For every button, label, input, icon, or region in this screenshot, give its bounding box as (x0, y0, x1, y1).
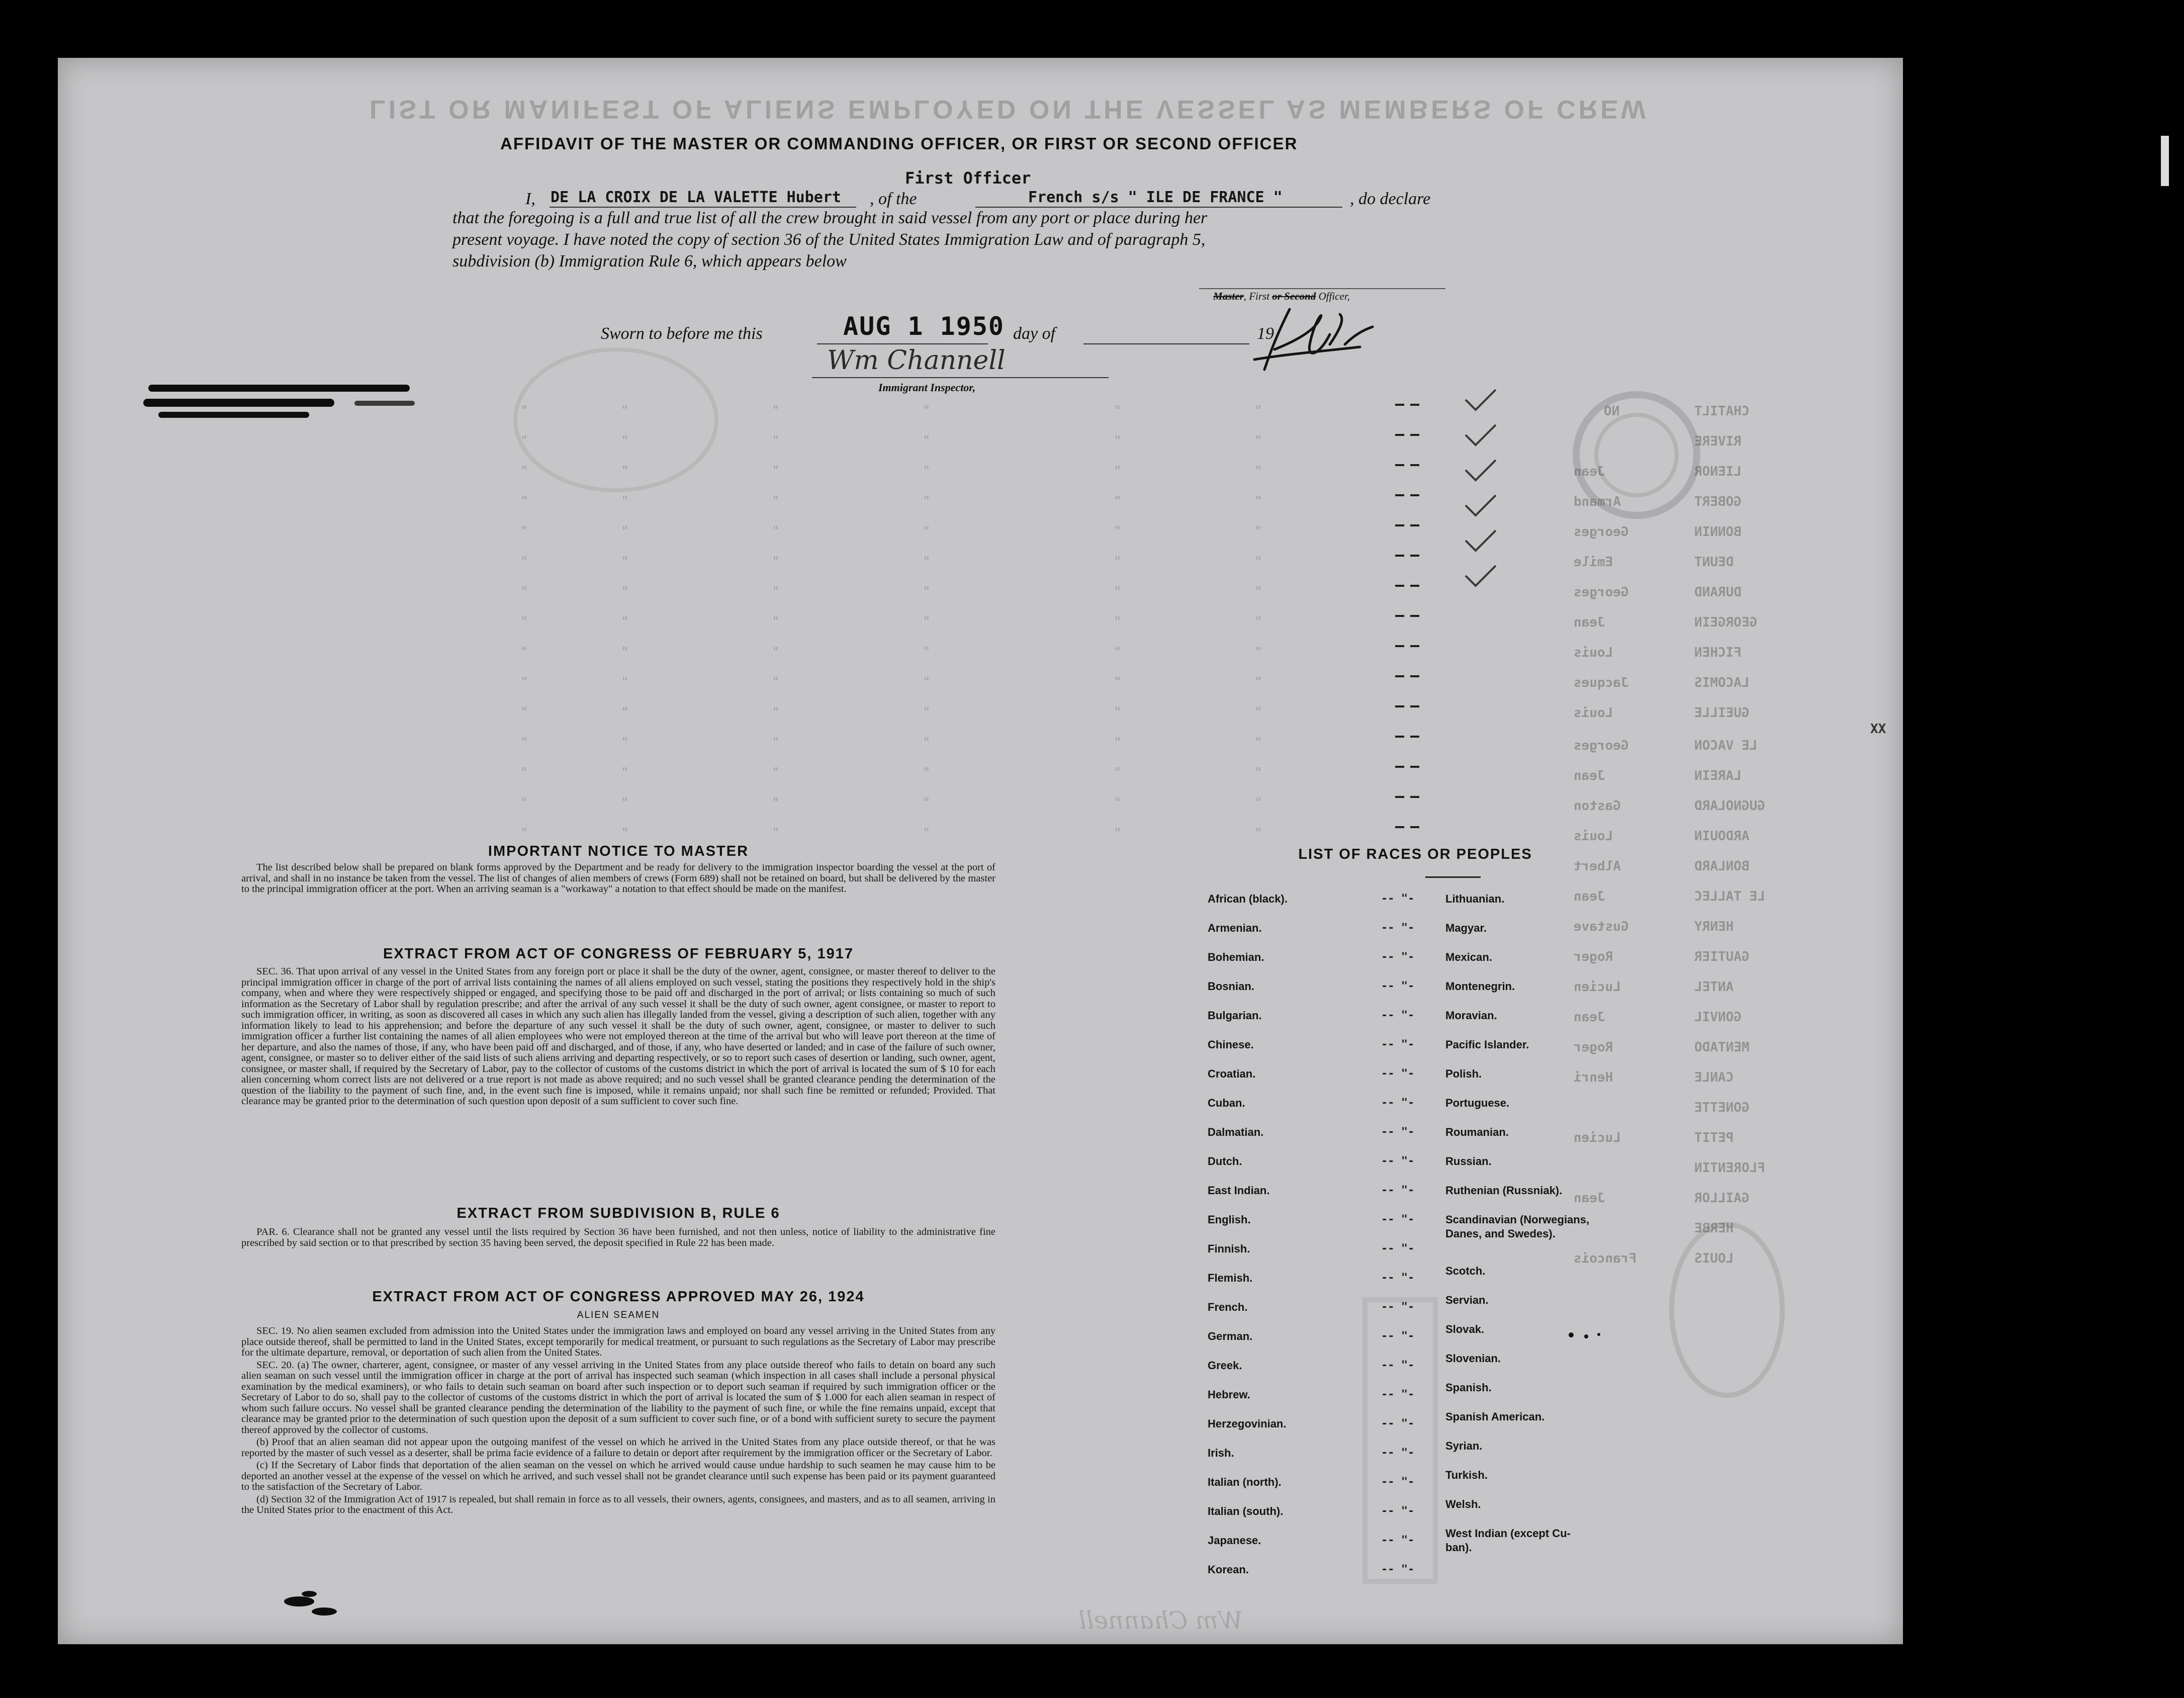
svg-text:": " (1114, 494, 1122, 509)
declare-suffix: , do declare (1350, 190, 1431, 208)
struck-master: Master (1213, 290, 1244, 302)
svg-text:": " (923, 765, 931, 780)
svg-text:": " (772, 584, 780, 599)
svg-text:": " (923, 464, 931, 479)
svg-text:": " (772, 765, 780, 780)
svg-text:": " (621, 645, 629, 660)
svg-text:": " (923, 554, 931, 569)
svg-text:": " (1254, 494, 1262, 509)
extract-rule6-title: EXTRACT FROM SUBDIVISION B, RULE 6 (457, 1205, 780, 1221)
svg-text:": " (923, 826, 931, 841)
name-underline (550, 207, 856, 208)
month-underline (1083, 343, 1249, 344)
race-item: Dalmatian. (1208, 1126, 1264, 1138)
sec-20a: SEC. 20. (a) The owner, charterer, agent, consignee, or master of any vessel arriving in the United States from any place outside thereof who fails to detain on board any such alien seaman on such vessel until the immigration officer in charge at the port of arrival has inspected such seaman (which inspection in all cases shall include a personal physical examination by the medical examiners), or who fails to detain such seaman on board after such inspection or to deport such seaman if required by such immigration officer or the Secretary of Labor to do so, shall pay to the collector of customs of the customs district in which the port of arrival is located the sum of $ 1.000 for each alien seaman in respect of whom such failure occurs. No vessel shall be granted clearance pending the determination of the liability to the payment of such fine, or while the fine remains unpaid, except that clearance may be granted prior to the determination of such question upon the deposit of a sum sufficient to cover such fine, or of a bond with sufficient surety to secure the payment thereof approved by the collector of customs. (241, 1359, 995, 1436)
extract-1917-body: SEC. 36. That upon arrival of any vessel in the United States from any foreign port or place it shall be the duty of the owner, agent, consignee, or master thereof to deliver to the principal immigration officer in charge of the port of arrival lists containing the names of all aliens employed on such vessel, stating the positions they respectively hold in the ship's company, when and where they were respectively shipped or engaged, and specifying those to be paid off and discharged in the port of arrival; or lists containing so much of such information as the Secretary of Labor shall by regulation prescribe; and after the arrival of any such vessel it shall be the duty of such owner, agent consignee, or master to report to such immigration officer, in writing, as soon as discovered all cases in which any such alien has illegally landed from the vessel, giving a description of such alien, together with any information likely to lead to his apprehension; and before the departure of any such vessel it shall be the duty of such owner, agent, consignee, or master to deliver to such immigration officer a further list containing the names of all alien employees who were not employed thereon at the time of the arrival but who will leave port thereon at the time of her departure, and also the names of those, if any, who have been paid off and discharged, and of those, if any, who have deserted or landed; and in case of the failure of such owner, agent, consignee, or master so to deliver either of the said lists of such aliens arriving and departing respectively, or so to report such cases of desertion or landing, such owner, agent, consignee, or master shall, if required by the Secretary of Labor, pay to the collector of customs of the customs district in which the port of arrival is located the sum of $ 10 for each alien concerning whom correct lists are not delivered or a true report is not made as above required; and no such vessel shall be granted clearance pending the determination of the question of the liability to the payment of such fine, and, in the event such fine is imposed, while it remains unpaid; nor shall such fine be remitted or refunded; Provided. That clearance may be granted prior to the determination of such question upon deposit of a sum sufficient to cover such fine. (241, 966, 995, 1107)
race-item: Slovak. (1445, 1323, 1485, 1335)
svg-text:": " (621, 433, 629, 449)
race-item: Hebrew. (1208, 1388, 1250, 1401)
race-item: Portuguese. (1445, 1097, 1510, 1109)
race-item: French. (1208, 1301, 1248, 1313)
svg-text:": " (1254, 765, 1262, 780)
svg-text:": " (1114, 705, 1122, 720)
race-item: East Indian. (1208, 1184, 1270, 1197)
svg-text:": " (923, 645, 931, 660)
svg-text:": " (621, 705, 629, 720)
of-the-text: , of the (870, 190, 917, 208)
svg-text:": " (1254, 826, 1262, 841)
race-item: Danes, and Swedes). (1445, 1227, 1556, 1240)
race-item: English. (1208, 1213, 1251, 1226)
svg-text:": " (772, 675, 780, 690)
svg-text:": " (1114, 524, 1122, 539)
svg-text:": " (1114, 433, 1122, 449)
extract-rule6-body: PAR. 6. Clearance shall not be granted any vessel until the lists required by Section 36 have been furnished, and not then unless, notice of liability to the administrative fine prescribed by said section or to that prescribed by section 35 having been served, the deposit specified in Rule 22 has been made. (241, 1226, 995, 1248)
race-item: Dutch. (1208, 1155, 1242, 1168)
svg-text:": " (923, 614, 931, 630)
vessel-underline (975, 207, 1342, 208)
svg-text:": " (1114, 645, 1122, 660)
svg-text:": " (1254, 735, 1262, 750)
i-prefix: I, (525, 190, 535, 208)
svg-text:": " (1114, 403, 1122, 418)
sworn-prefix: Sworn to before me this (601, 324, 763, 343)
officer-signature (1244, 299, 1390, 380)
race-item: Bulgarian. (1208, 1009, 1262, 1022)
notice-title: IMPORTANT NOTICE TO MASTER (488, 843, 749, 859)
race-item: Croatian. (1208, 1067, 1256, 1080)
sec-20c: (c) If the Secretary of Labor finds that deportation of the alien seaman on the vessel on which he arrived would cause undue hardship to such seamen he may cause him to be deported an another vessel at the expense of the vessel on which he arrived, and such vessel shall not be grandet clearance until such expense has been paid or its payment guaranteed to the satisfaction of the Secretary of Labor. (241, 1460, 995, 1492)
upper-tick-column (1380, 390, 1445, 892)
race-item: Turkish. (1445, 1469, 1488, 1481)
sec-20b: (b) Proof that an alien seaman did not appear upon the outgoing manifest of the vessel on which he arrived in the United States from any place outside thereof, or that he was reported by the master of such vessel as a deserter, shall be prima facie evidence of a failure to detain or deport after requirement by the immigration officer or the Secretary of Labor. (241, 1437, 995, 1459)
svg-text:": " (772, 795, 780, 811)
svg-text:": " (1114, 735, 1122, 750)
svg-text:": " (1254, 795, 1262, 811)
svg-text:": " (1254, 705, 1262, 720)
svg-text:": " (923, 584, 931, 599)
svg-text:": " (1254, 524, 1262, 539)
svg-text:": " (923, 433, 931, 449)
struck-second: or Second (1272, 290, 1316, 302)
races-title: LIST OF RACES OR PEOPLES (1298, 846, 1532, 862)
race-item: Korean. (1208, 1563, 1249, 1576)
svg-text:": " (621, 795, 629, 811)
races-right-column (1445, 892, 1697, 1637)
affidavit-line-4: subdivision (b) Immigration Rule 6, which appears below (452, 252, 847, 271)
svg-text:": " (520, 705, 528, 720)
inspector-underline (812, 377, 1109, 378)
affidavit-line-3: present voyage. I have noted the copy of section 36 of the United States Immigration Law and of paragraph 5, (452, 230, 1206, 249)
race-item: Mexican. (1445, 951, 1492, 963)
svg-text:": " (520, 584, 528, 599)
svg-text:": " (772, 645, 780, 660)
race-item: Syrian. (1445, 1440, 1483, 1452)
race-item: West Indian (except Cu- (1445, 1527, 1571, 1540)
date-underline (817, 343, 988, 344)
svg-text:": " (520, 675, 528, 690)
race-item: Armenian. (1208, 922, 1262, 934)
races-left-column (1208, 892, 1399, 1637)
race-item: Russian. (1445, 1155, 1492, 1168)
role-officer: Officer, (1318, 290, 1350, 302)
race-item: Cuban. (1208, 1097, 1245, 1109)
race-item: Roumanian. (1445, 1126, 1509, 1138)
svg-text:": " (772, 826, 780, 841)
svg-text:": " (621, 494, 629, 509)
race-item: Magyar. (1445, 922, 1487, 934)
sworn-date-stamp: AUG 1 1950 (843, 312, 1005, 341)
svg-text:": " (621, 584, 629, 599)
svg-text:": " (1114, 464, 1122, 479)
race-item: Japanese. (1208, 1534, 1261, 1547)
manifest-page: LIST OR MANIFEST OF ALIENS EMPLOYED ON THE VESSEL AS MEMBERS OF CREW NO CHATILT RIVERE LIENOR GOBERT BONNIN DEUNT DURAND GEORGEIN FICHEN LACOMIS GUEILLE LE VACON LAREIN GUGNOLARD ARDOUIN BONLARD LE TALLEC HENRY GAUTIER ANTEL GONVIL MENTADO CANLE GONETTE PETIT FLORENTIN GAILLOR HERBE LOUIS Jean Armand Georges Emile Georges Jean Louis Jacques Louis Georges Jean Gaston Louis Albert Jean Gustave Roger Lucien Jean Roger Henri Lucien Jean Francois XX " " " " " " " " " " " " " " " " " " " " " " " " " " " " " " " " " " " " " " " " " " " " " " " " " " " " " " " " " " " " " " " " " " " " " " " " " " " " " " " " " " " " " " " " " " AFFIDAVIT OF THE MASTER OR COMMANDING OFFICER, OR FIRST OR SECOND OFFICER First Officer I, DE LA CROIX DE LA VALETTE Hubert , of the French s/s " ILE DE FRANCE " , do declare that the foregoing is a full and true list of all the crew brought in said vessel from any port or place during her present voyage. I have noted the copy of section 36 of the United States Immigration Law and of paragraph 5, subdivision (b) Immigration Rule 6, which appears below Master, First or Second Officer, Sworn to before me this AUG 1 1950 day of 19 Wm Channell Immigrant Inspector, IMPORTANT NOTICE TO MASTER The list described below shall be prepared on blank forms approved by the Department and be ready for delivery to the immigration inspector boarding the vessel at the port of arrival, and shall in no instance be taken from the vessel. The list of changes of alien members of crews (Form 689) shall not be retained on board, but shall be delivered by the master to the principal immigration officer at the port. When an arriving seaman is a "workaway" a notation to that effect should be made on the manifest. EXTRACT FROM ACT OF CONGRESS OF FEBRUARY 5, 1917 SEC. 36. That upon arrival of any vessel in the United States from any foreign port or place it shall be the duty of the owner, agent, consignee, or master thereof to deliver to the principal immigration officer in charge of the port of arrival lists containing the names of all aliens employed on such vessel, stating the positions they respectively hold in the ship's company, when and where they were respectively shipped or engaged, and specifying those to be paid off and discharged in the port of arrival; or lists containing so much of such information as the Secretary of Labor shall by regulation prescribe; and after the arrival of any such vessel it shall be the duty of such owner, agent consignee, or master to report to such immigration officer, in writing, as soon as discovered all cases in which any such alien has illegally landed from the vessel, giving a description of such alien, together with any information likely to lead to his apprehension; and before the departure of any such vessel it shall be the duty of such owner, agent, consignee, or master to deliver to such immigration officer a further list containing the names of all alien employees who were not employed thereon at the time of the arrival but who will leave port thereon at the time of her departure, and also the names of those, if any, who have been paid off and discharged, and of those, if any, who have deserted or landed; and in case of the failure of such owner, agent, consignee, or master so to deliver either of the said lists of such aliens arriving and departing respectively, or so to report such cases of desertion or landing, such owner, agent, consignee, or master shall, if required by the Secretary of Labor, pay to the collector of customs of the customs district in which the port of arrival is located the sum of $ 10 for each alien concerning whom correct lists are not delivered or a true report is not made as above required; and no such vessel shall be granted clearance pending the determination of the question of the liability to the payment of such fine, and, in the event such fine is imposed, while it remains unpaid; nor shall such fine be remitted or refunded; Provided. That clearance may be granted prior to the determination of such question upon deposit of a sum sufficient to cover such fine. EXTRACT FROM SUBDIVISION B, RULE 6 PAR. 6. Clearance shall not be granted any vessel until the lists required by Section 36 have been furnished, and not then unless, notice of liability to the administrative fine prescribed by said section or to that prescribed by section 35 having been served, the deposit specified in Rule 22 has been made. EXTRACT FROM ACT OF CONGRESS APPROVED MAY 26, 1924 ALIEN SEAMEN SEC. 19. No alien seamen excluded from admission into the United States under the immigration laws and employed on board any vessel arriving in the United States from any place outside thereof, shall be permitted to land in the United States, except temporarily for medical treatment, or pursuant to such regulations as the Secretary of Labor may prescribe for the ultimate departure, removal, or deportation of such alien from the United States. SEC. 20. (a) The owner, charterer, agent, consignee, or master of any vessel arriving in the United States from any place outside thereof who fails to detain on board any such alien seaman on such vessel until the immigration officer in charge at the port of arrival has inspected such seaman (which inspection in all cases shall include a personal physical examination by the medical examiners), or who fails to detain such seaman on board after such inspection or to deport such seaman if required by such immigration officer or the Secretary of Labor to do so, shall pay to the collector of customs of the customs district in which the port of arrival is located the sum of $ 1.000 for each alien seaman in respect of whom such failure occurs. No vessel shall be granted clearance pending the determination of the liability to the payment of such fine, or while the fine remains unpaid, except that clearance may be granted prior to the determination of such question upon the deposit of a sum sufficient to cover such fine, or of a bond with sufficient surety to secure the payment thereof approved by the collector of customs. (b) Proof that an alien seaman did not appear upon the outgoing manifest of the vessel on which he arrived in the United States from any place outside thereof, or that he was reported by the master of such vessel as a deserter, shall be prima facie evidence of a failure to detain or deport after requirement by the immigration officer or the Secretary of Labor. (c) If the Secretary of Labor finds that deportation of the alien seaman on the vessel on which he arrived would cause undue hardship to such seamen he may cause him to be deported an another vessel at the expense of the vessel on which he arrived, and such vessel shall not be grandet clearance until such expense has been paid or its payment guaranteed to the satisfaction of the Secretary of Labor. (d) Section 32 of the Immigration Act of 1917 is repealed, but shall remain in force as to all vessels, their owners, agents, consignees, and masters, and as to all seamen, arriving in the United States prior to the enactment of this Act. LIST OF RACES OR PEOPLES African (black). Armenian. Bohemian. Bosnian. Bulgarian. Chinese. Croatian. Cuban. Dalmatian. Dutch. East Indian. English. Finnish. Flemish. French. German. Greek. Hebrew. Herzegovinian. Irish. Italian (north). Italian (south). Japanese. Korean. -- "- -- "- -- "- -- "- -- "- -- "- -- "- -- "- -- "- -- "- -- "- -- "- -- "- -- "- -- "- -- "- -- "- -- "- -- "- -- "- -- "- -- "- -- "- -- "- Lithuanian. Magyar. Mexican. Montenegrin. Moravian. Pacific Islander. Polish. Portuguese. Roumanian. Russian. Ruthenian (Russniak). Scandinavian (Norwegians, Danes, and Swedes). Scotch. Servian. Slovak. Slovenian. Spanish. Spanish American. Syrian. Turkish. Welsh. West Indian (except Cu- ban). Wm Channell (58, 58, 1903, 1644)
svg-text:": " (520, 403, 528, 418)
svg-text:": " (772, 705, 780, 720)
race-item: Scotch. (1445, 1265, 1486, 1277)
svg-text:": " (923, 795, 931, 811)
svg-text:": " (621, 675, 629, 690)
svg-text:": " (772, 614, 780, 630)
vessel-name: French s/s " ILE DE FRANCE " (1028, 189, 1283, 206)
race-item: Bosnian. (1208, 980, 1254, 993)
race-item: Moravian. (1445, 1009, 1497, 1022)
race-item: Italian (north). (1208, 1476, 1282, 1488)
svg-text:": " (520, 795, 528, 811)
svg-text:": " (923, 494, 931, 509)
svg-text:": " (1114, 826, 1122, 841)
race-item: Lithuanian. (1445, 892, 1505, 905)
affidavit-line-2: that the foregoing is a full and true list of all the crew brought in said vessel from any port or place during her (452, 209, 1208, 227)
extract-1924-body (241, 1326, 995, 1517)
svg-text:": " (923, 675, 931, 690)
races-title-underline (1425, 876, 1481, 878)
race-item: Polish. (1445, 1067, 1482, 1080)
signature-rule (1199, 288, 1445, 289)
svg-text:": " (1114, 675, 1122, 690)
race-item: Chinese. (1208, 1038, 1254, 1051)
svg-text:": " (621, 464, 629, 479)
svg-text:": " (923, 705, 931, 720)
affidavit-line-1 (525, 187, 1471, 212)
ghost-ditto-grid (510, 400, 1516, 892)
affidavit-title: AFFIDAVIT OF THE MASTER OR COMMANDING OFFICER, OR FIRST OR SECOND OFFICER (500, 134, 1298, 153)
race-item: German. (1208, 1330, 1253, 1343)
svg-text:": " (1254, 645, 1262, 660)
svg-text:": " (520, 554, 528, 569)
officer-name: DE LA CROIX DE LA VALETTE Hubert (551, 189, 841, 206)
year-prefix: 19 (1257, 324, 1274, 343)
ghost-mark-xx: XX (1870, 722, 1886, 737)
svg-text:": " (520, 735, 528, 750)
ink-smudge (1561, 1327, 1621, 1343)
svg-text:": " (520, 494, 528, 509)
svg-text:": " (520, 826, 528, 841)
svg-text:": " (1254, 403, 1262, 418)
svg-text:": " (1254, 614, 1262, 630)
bleed-through-header: LIST OR MANIFEST OF ALIENS EMPLOYED ON THE VESSEL AS MEMBERS OF CREW (370, 95, 1649, 124)
svg-text:": " (772, 554, 780, 569)
svg-text:": " (621, 826, 629, 841)
svg-text:": " (772, 524, 780, 539)
race-item: Servian. (1445, 1294, 1489, 1306)
sec-20d: (d) Section 32 of the Immigration Act of 1917 is repealed, but shall remain in force as to all vessels, their owners, agents, consignees, and masters, and as to all seamen, arriving in the United States prior to the enactment of this Act. (241, 1493, 995, 1515)
svg-text:": " (520, 433, 528, 449)
race-item: Scandinavian (Norwegians, (1445, 1213, 1590, 1226)
race-item: Pacific Islander. (1445, 1038, 1529, 1051)
svg-text:": " (1254, 464, 1262, 479)
svg-text:": " (923, 735, 931, 750)
svg-text:": " (1254, 584, 1262, 599)
race-item: Herzegovinian. (1208, 1417, 1287, 1430)
race-item: Bohemian. (1208, 951, 1264, 963)
svg-text:": " (1114, 795, 1122, 811)
race-item: Flemish. (1208, 1272, 1253, 1284)
svg-text:": " (1254, 433, 1262, 449)
inspector-title: Immigrant Inspector, (878, 381, 976, 394)
svg-text:": " (520, 524, 528, 539)
checkmark-column (1455, 380, 1526, 621)
svg-text:": " (1254, 554, 1262, 569)
race-tick-column: -- "- -- "- -- "- -- "- -- "- -- "- -- "- -- "- -- "- -- "- -- "- -- "- -- "- -- "- -- "- -- "- -- "- -- "- -- "- -- "- -- "- -- "- -- "- -- "- (1381, 892, 1415, 1576)
svg-text:": " (1114, 614, 1122, 630)
svg-text:": " (621, 614, 629, 630)
race-item: Slovenian. (1445, 1352, 1501, 1365)
sec-19: SEC. 19. No alien seamen excluded from admission into the United States under the immigration laws and employed on board any vessel arriving in the United States from any place outside thereof, shall be permitted to land in the United States, except temporarily for medical treatment, or pursuant to such regulations as the Secretary of Labor may prescribe for the ultimate departure, removal, or deportation of such alien from the United States. (241, 1325, 995, 1358)
role-first: , First (1243, 290, 1270, 302)
race-item: Spanish American. (1445, 1410, 1545, 1423)
svg-text:": " (520, 614, 528, 630)
extract-1917-title: EXTRACT FROM ACT OF CONGRESS OF FEBRUARY 5, 1917 (383, 946, 854, 962)
race-item: Italian (south). (1208, 1505, 1284, 1517)
svg-text:": " (520, 464, 528, 479)
svg-text:": " (772, 464, 780, 479)
race-item: Irish. (1208, 1447, 1234, 1459)
svg-text:": " (1254, 675, 1262, 690)
day-of-text: day of (1013, 324, 1056, 343)
svg-text:": " (520, 645, 528, 660)
svg-text:": " (772, 494, 780, 509)
svg-text:": " (520, 765, 528, 780)
svg-text:": " (1114, 554, 1122, 569)
svg-text:": " (621, 765, 629, 780)
svg-text:": " (923, 403, 931, 418)
race-item: African (black). (1208, 892, 1288, 905)
race-item: Greek. (1208, 1359, 1242, 1372)
edge-strip (2161, 136, 2169, 186)
svg-text:": " (1114, 765, 1122, 780)
race-item: Finnish. (1208, 1242, 1250, 1255)
svg-text:": " (772, 403, 780, 418)
inspector-signature: Wm Channell (827, 345, 1006, 376)
svg-text:": " (621, 735, 629, 750)
extract-1924-title: EXTRACT FROM ACT OF CONGRESS APPROVED MAY 26, 1924 (372, 1289, 865, 1305)
svg-text:": " (621, 403, 629, 418)
race-item: Welsh. (1445, 1498, 1481, 1510)
svg-text:": " (1114, 584, 1122, 599)
ink-blot (279, 1586, 354, 1627)
svg-text:": " (772, 433, 780, 449)
race-item: ban). (1445, 1541, 1472, 1554)
svg-text:": " (923, 524, 931, 539)
bleed-signature: Wm Channell (1078, 1606, 1243, 1635)
svg-text:": " (621, 524, 629, 539)
redacted-scribble (143, 375, 425, 430)
officer-title-typed: First Officer (905, 168, 1031, 188)
svg-text:": " (621, 554, 629, 569)
alien-seamen-subtitle: ALIEN SEAMEN (577, 1310, 660, 1320)
svg-text:": " (772, 735, 780, 750)
race-item: Spanish. (1445, 1381, 1492, 1394)
race-item: Ruthenian (Russniak). (1445, 1184, 1563, 1197)
race-item: Montenegrin. (1445, 980, 1515, 993)
notice-body: The list described below shall be prepared on blank forms approved by the Department and be ready for delivery to the immigration inspector boarding the vessel at the port of arrival, and shall in no instance be taken from the vessel. The list of changes of alien members of crews (Form 689) shall not be retained on board, but shall be delivered by the master to the principal immigration officer at the port. When an arriving seaman is a "workaway" a notation to that effect should be made on the manifest. (241, 862, 995, 895)
